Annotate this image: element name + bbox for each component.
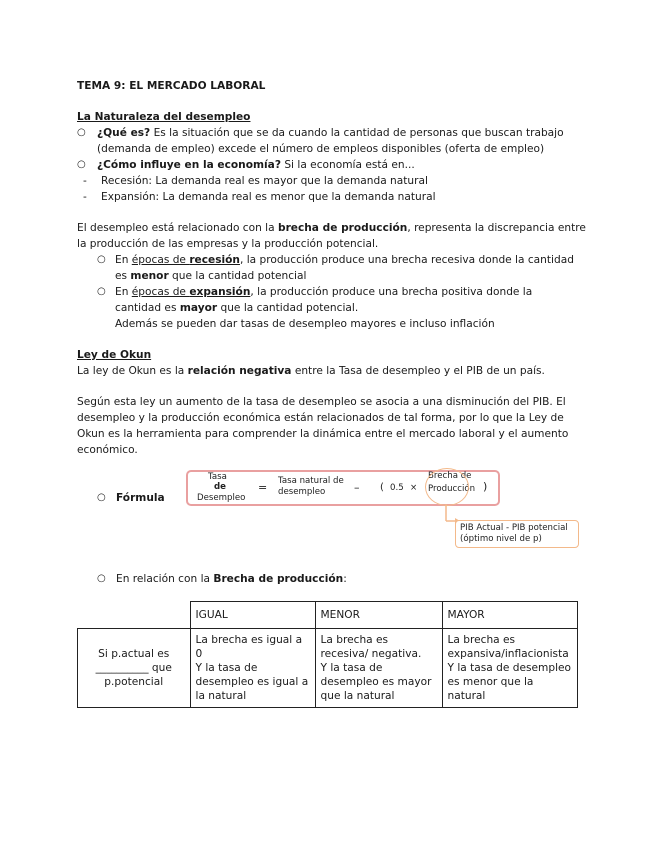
circle-bullet-icon: ○ <box>97 286 106 297</box>
okun-paragraph-line-3: Okun es la herramienta para comprender la dinámica entre el mercado laboral y el aumento <box>77 428 569 440</box>
formula-lhs-desempleo: Desempleo <box>197 493 246 503</box>
brecha-paragraph-line-2: la producción de las empresas y la producción potencial. <box>77 238 379 250</box>
que-es-line: ¿Qué es? Es la situación que se da cuando la cantidad de personas que buscan trabajo <box>97 127 564 139</box>
formula-brecha-2: Producción <box>428 484 476 494</box>
table-header-empty <box>78 602 191 629</box>
formula-minus: – <box>354 481 360 494</box>
recesion-line: Recesión: La demanda real es mayor que la demanda natural <box>101 175 428 187</box>
circle-bullet-icon: ○ <box>77 159 86 170</box>
brecha-table <box>77 601 578 708</box>
circle-bullet-icon: ○ <box>97 254 106 265</box>
circle-bullet-icon: ○ <box>97 492 106 503</box>
expansion-line: Expansión: La demanda real es menor que la demanda natural <box>101 191 436 203</box>
dash-bullet-icon: - <box>83 191 87 203</box>
dash-bullet-icon: - <box>83 175 87 187</box>
formula-natural-1: Tasa natural de <box>278 476 344 486</box>
section-heading-okun: Ley de Okun <box>77 349 152 361</box>
formula-times: × <box>410 483 418 493</box>
expansion-bullet-line-1: En épocas de expansión, la producción produce una brecha positiva donde la <box>115 286 533 298</box>
igual-cell: La brecha es igual a 0 Y la tasa de desempleo es igual a la natural <box>190 628 315 707</box>
table-header-menor: MENOR <box>315 602 442 629</box>
formula-lhs-de: de <box>214 482 226 492</box>
circle-bullet-icon: ○ <box>77 127 86 138</box>
callout-line-2: (óptimo nivel de p) <box>460 534 542 544</box>
table-row <box>78 628 578 707</box>
formula-label: Fórmula <box>116 492 165 504</box>
formula-coefficient: 0.5 <box>390 483 404 493</box>
okun-paragraph-line-2: desempleo y la producción económica están relacionados de tal forma, por lo que la Ley de <box>77 412 564 424</box>
expansion-bullet-line-3: Además se pueden dar tasas de desempleo mayores e incluso inflación <box>115 318 495 330</box>
table-header-igual: IGUAL <box>190 602 315 629</box>
formula-equals: = <box>258 481 268 494</box>
brecha-paragraph-line-1: El desempleo está relacionado con la brecha de producción, representa la discrepancia entre <box>77 222 586 234</box>
mayor-cell: La brecha es expansiva/inflacionista Y la tasa de desempleo es menor que la natural <box>442 628 577 707</box>
circle-bullet-icon: ○ <box>97 573 106 584</box>
okun-paragraph-line-4: económico. <box>77 444 138 456</box>
formula-paren-close: ) <box>483 480 488 493</box>
relation-line: En relación con la Brecha de producción: <box>116 573 347 585</box>
que-es-line-2: (demanda de empleo) excede el número de empleos disponibles (oferta de empleo) <box>97 143 545 155</box>
formula-brecha-1: Brecha de <box>428 471 472 481</box>
section-heading-naturaleza: La Naturaleza del desempleo <box>77 111 251 123</box>
expansion-bullet-line-2: cantidad es mayor que la cantidad potencial. <box>115 302 359 314</box>
table-header-mayor: MAYOR <box>442 602 577 629</box>
callout-line-1: PIB Actual - PIB potencial <box>460 523 568 533</box>
menor-cell: La brecha es recesiva/ negativa. Y la tasa de desempleo es mayor que la natural <box>315 628 442 707</box>
formula-natural-2: desempleo <box>278 487 326 497</box>
como-influye-line: ¿Cómo influye en la economía? Si la economía está en... <box>97 159 415 171</box>
formula-lhs-tasa: Tasa <box>208 472 227 482</box>
recesion-bullet-line-2: es menor que la cantidad potencial <box>115 270 307 282</box>
okun-paragraph-line-1: Según esta ley un aumento de la tasa de desempleo se asocia a una disminución del PIB. El <box>77 396 566 408</box>
row-label-cell: Si p.actual es __________ que p.potencial <box>78 628 191 707</box>
okun-definition: La ley de Okun es la relación negativa entre la Tasa de desempleo y el PIB de un país. <box>77 365 545 377</box>
formula-paren-open: ( <box>380 482 384 493</box>
recesion-bullet-line-1: En épocas de recesión, la producción produce una brecha recesiva donde la cantidad <box>115 254 574 266</box>
page-title: TEMA 9: EL MERCADO LABORAL <box>77 80 266 92</box>
table-header-row <box>78 602 578 629</box>
